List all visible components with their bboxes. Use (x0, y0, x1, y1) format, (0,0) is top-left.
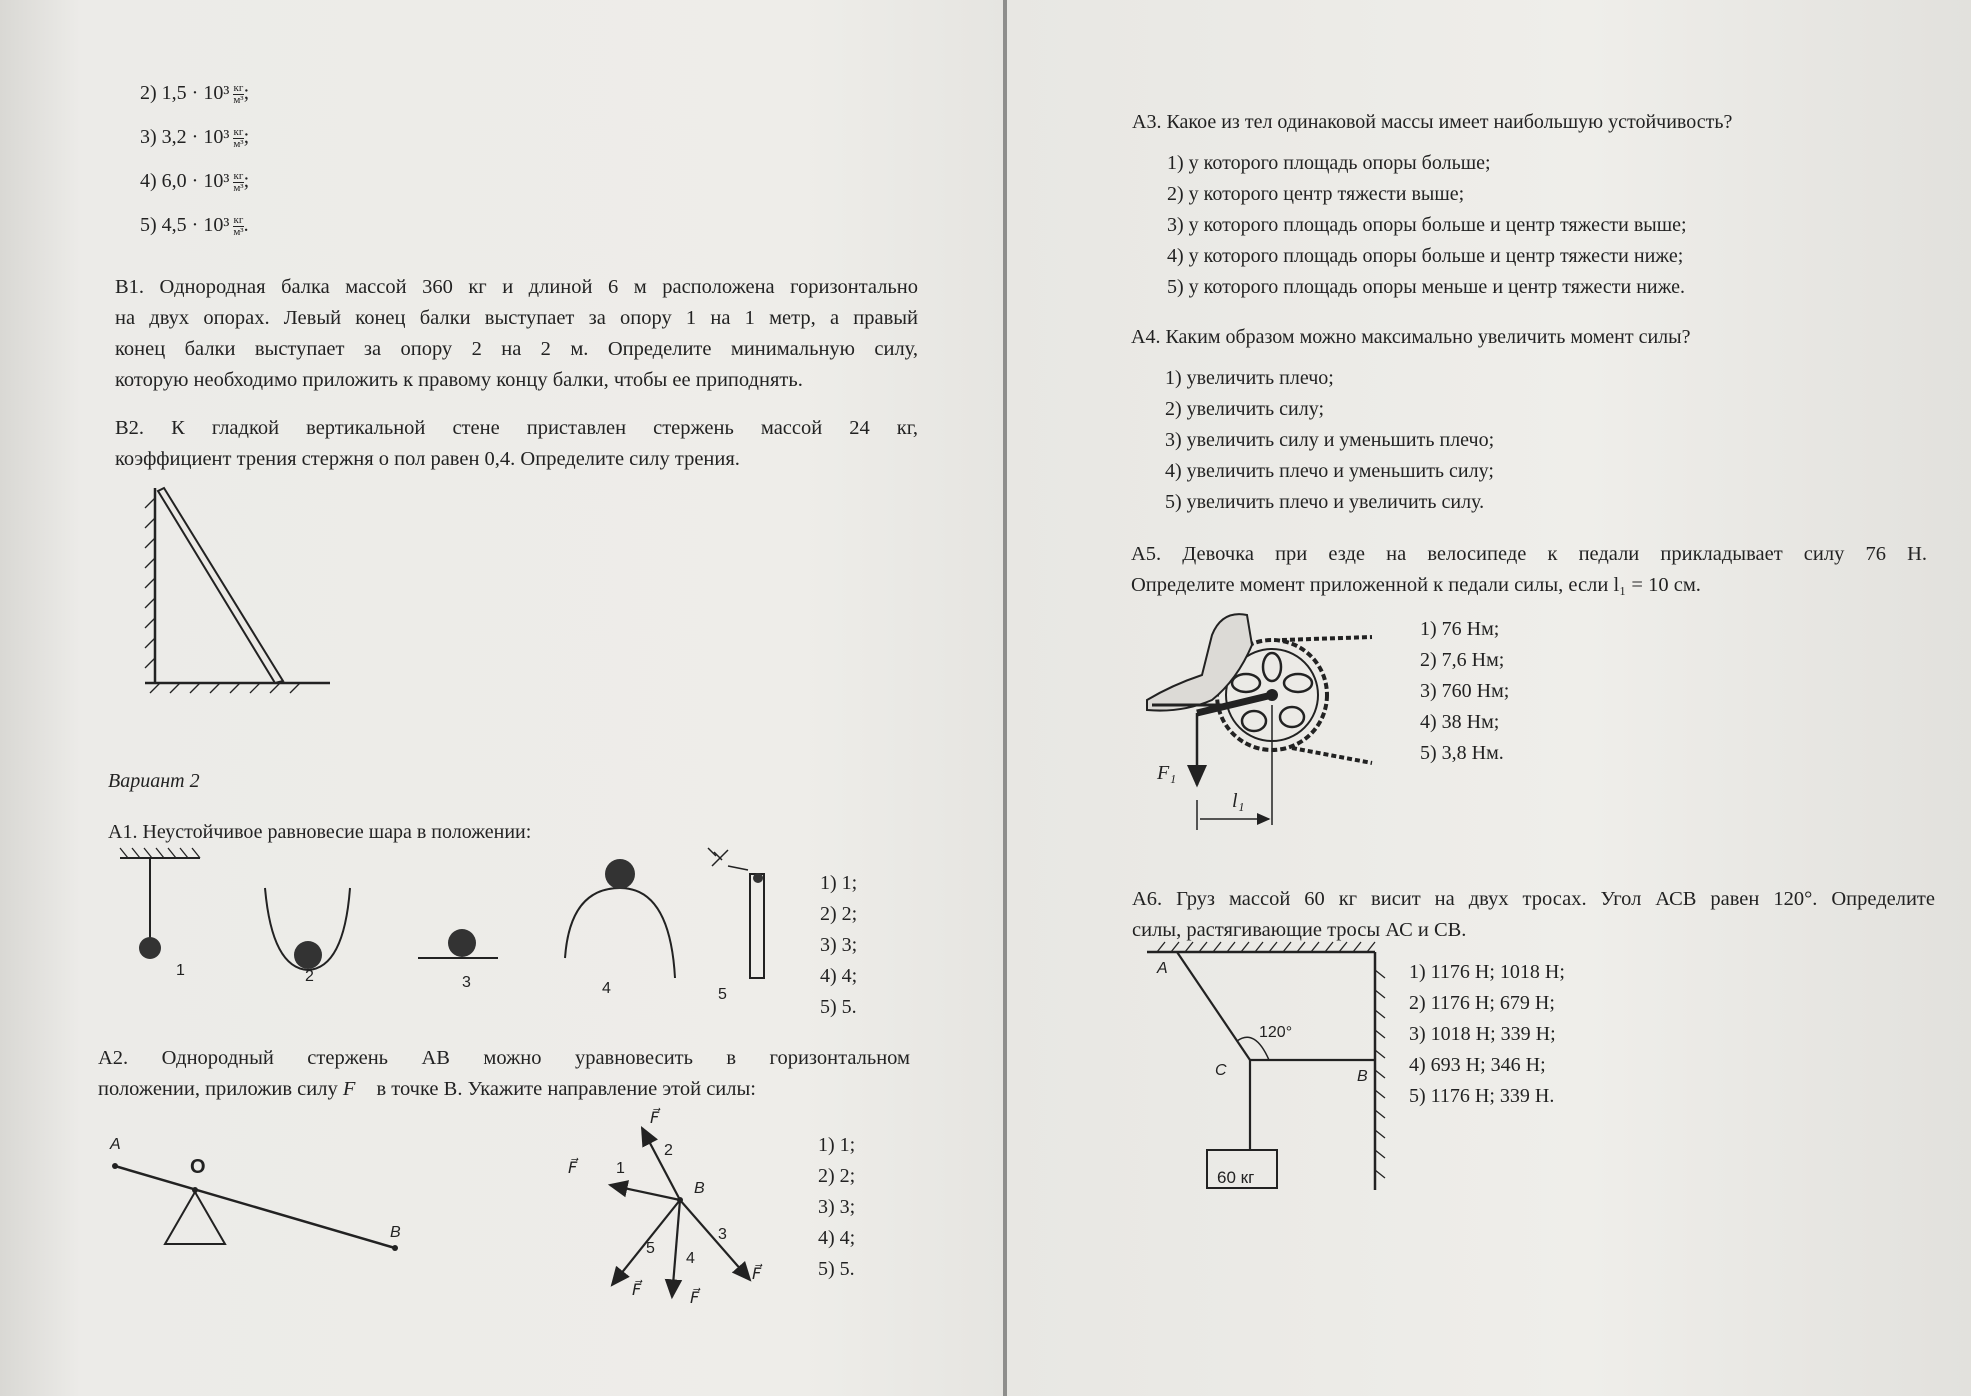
unit-denominator: м³ (233, 137, 244, 150)
question-a3: А3. Какое из тел одинаковой массы имеет наибольшую устойчивость? (1132, 111, 1733, 133)
answer-option: 3) увеличить силу и уменьшить плечо; (1165, 429, 1495, 451)
force-symbol: F⃗ (342, 1078, 372, 1100)
point-a-label: A (1157, 960, 1168, 977)
arrow-number: 2 (664, 1142, 673, 1159)
answer-option: 4) 38 Нм; (1420, 711, 1500, 733)
force-label: F⃗ (650, 1110, 660, 1127)
a6-options (1409, 957, 1565, 1112)
text-line: силы, растягивающие тросы АС и СВ. (1132, 919, 1467, 941)
answer-option: 2) 2; (820, 903, 858, 925)
answer-option: 3) у которого площадь опоры больше и центр тяжести выше; (1167, 214, 1687, 236)
answer-option: 5) 5. (820, 996, 857, 1018)
force-label: F⃗ (568, 1160, 578, 1177)
answer-option: 1) у которого площадь опоры больше; (1167, 152, 1491, 174)
answer-option: 5) у которого площадь опоры меньше и центр тяжести ниже. (1167, 276, 1686, 298)
answer-option: 2) увеличить силу; (1165, 398, 1325, 420)
separator: ; (243, 82, 250, 104)
density-option (140, 78, 249, 109)
angle-label: 120° (1259, 1024, 1293, 1041)
text-line: на двух опорах. Левый конец балки выступает за опору 1 на 1 метр, а правый (115, 307, 918, 329)
text-line: коэффициент трения стержня о пол равен 0,4. Определите силу трения. (115, 448, 740, 470)
point-o-label: O (190, 1156, 206, 1178)
answer-option: 4) у которого площадь опоры больше и центр тяжести ниже; (1167, 245, 1684, 267)
a2-options (818, 1130, 855, 1285)
text-line: которую необходимо приложить к правому концу балки, чтобы ее приподнять. (115, 369, 803, 391)
answer-option: 1) 76 Нм; (1420, 618, 1500, 640)
density-option (140, 210, 249, 241)
answer-option: 4) 4; (818, 1227, 856, 1249)
unit-numerator: кг (233, 125, 244, 138)
question-a1: А1. Неустойчивое равновесие шара в положении: (108, 821, 532, 843)
a4-options (1165, 363, 1494, 518)
question-b1 (115, 272, 918, 396)
point-c-label: C (1215, 1062, 1227, 1079)
unit-fraction (233, 215, 243, 238)
separator: ; (243, 170, 250, 192)
text-line: А2. Однородный стержень АВ можно уравновесить в горизонтальном (98, 1047, 910, 1069)
figure-label: 1 (176, 962, 185, 979)
figure-label: 4 (602, 980, 611, 997)
option-text: 4) 6,0 · 10³ (140, 170, 230, 192)
point-b-label: B (390, 1224, 401, 1241)
a5-options (1420, 614, 1509, 769)
force-label: F⃗ (752, 1266, 762, 1283)
answer-option: 2) 2; (818, 1165, 856, 1187)
text-line: А6. Груз массой 60 кг висит на двух тросах. Угол АСВ равен 120°. Определите (1132, 888, 1935, 910)
right-page (1007, 0, 1971, 1396)
lever-figure (95, 1140, 415, 1260)
unit-numerator: кг (233, 81, 244, 94)
unit-fraction (233, 171, 243, 194)
answer-option: 1) 1; (820, 872, 858, 894)
answer-option: 1) 1; (818, 1134, 856, 1156)
answer-option: 3) 3; (820, 934, 858, 956)
question-a5 (1131, 539, 1927, 601)
question-a6 (1132, 884, 1935, 946)
answer-option: 4) 693 Н; 346 Н; (1409, 1054, 1546, 1076)
point-a-label: A (110, 1136, 121, 1153)
force-arrows-figure (570, 1105, 770, 1305)
answer-option: 2) 1176 Н; 679 Н; (1409, 992, 1555, 1014)
separator: ; (243, 126, 250, 148)
answer-option: 5) 5. (818, 1258, 855, 1280)
ball-equilibrium-figure (100, 848, 800, 998)
text-line: В2. К гладкой вертикальной стене приставлен стержень массой 24 кг, (115, 417, 918, 439)
unit-denominator: м³ (233, 181, 244, 194)
density-option (140, 166, 249, 197)
answer-option: 1) 1176 Н; 1018 Н; (1409, 961, 1565, 983)
unit-numerator: кг (233, 213, 244, 226)
a3-options (1167, 148, 1687, 303)
question-a4: А4. Каким образом можно максимально увеличить момент силы? (1131, 326, 1691, 348)
unit-fraction (233, 127, 243, 150)
question-b2 (115, 413, 918, 475)
text-line: В1. Однородная балка массой 360 кг и длиной 6 м расположена горизонтально (115, 276, 918, 298)
density-option (140, 122, 249, 153)
arrow-number: 4 (686, 1250, 695, 1267)
a1-options (820, 868, 857, 1023)
rod-wall-figure (120, 483, 320, 683)
figure-label: 2 (305, 968, 314, 985)
answer-option: 2) у которого центр тяжести выше; (1167, 183, 1465, 205)
mass-label: 60 кг (1217, 1168, 1255, 1187)
answer-option: 3) 760 Нм; (1420, 680, 1510, 702)
force-label: F₁ (1157, 762, 1177, 784)
text-line (98, 1074, 910, 1105)
answer-option: 5) 1176 Н; 339 Н. (1409, 1085, 1555, 1107)
answer-option: 3) 1018 Н; 339 Н; (1409, 1023, 1556, 1045)
point-b-label: B (1357, 1068, 1368, 1085)
text-part: положении, приложив силу (98, 1078, 338, 1100)
arrow-number: 1 (616, 1160, 625, 1177)
answer-option: 2) 7,6 Нм; (1420, 649, 1505, 671)
arrow-number: 5 (646, 1240, 655, 1257)
text-line: конец балки выступает за опору 2 на 2 м. Определите минимальную силу, (115, 338, 918, 360)
cables-figure (1147, 940, 1387, 1200)
question-a2 (98, 1043, 910, 1105)
figure-label: 5 (718, 986, 727, 1003)
option-text: 2) 1,5 · 10³ (140, 82, 230, 104)
option-text: 3) 3,2 · 10³ (140, 126, 230, 148)
separator: . (243, 214, 249, 236)
answer-option: 5) 3,8 Нм. (1420, 742, 1504, 764)
unit-numerator: кг (233, 169, 244, 182)
unit-fraction (233, 83, 243, 106)
answer-option: 1) увеличить плечо; (1165, 367, 1334, 389)
text-part: в точке В. Укажите направление этой силы: (376, 1078, 756, 1100)
text-line: Определите момент приложенной к педали силы, если l₁ = 10 см. (1131, 574, 1701, 596)
answer-option: 5) увеличить плечо и увеличить силу. (1165, 491, 1485, 513)
answer-option: 4) увеличить плечо и уменьшить силу; (1165, 460, 1494, 482)
force-label: F⃗ (690, 1290, 700, 1307)
point-b-label: B (694, 1180, 705, 1197)
force-label: F⃗ (632, 1282, 642, 1299)
answer-option: 3) 3; (818, 1196, 856, 1218)
unit-denominator: м³ (233, 225, 244, 238)
bicycle-pedal-figure (1142, 605, 1372, 835)
answer-option: 4) 4; (820, 965, 858, 987)
arm-label: l₁ (1232, 790, 1245, 812)
figure-label: 3 (462, 974, 471, 991)
text-line: А5. Девочка при езде на велосипеде к педали прикладывает силу 76 Н. (1131, 543, 1927, 565)
variant-heading: Вариант 2 (108, 770, 200, 792)
option-text: 5) 4,5 · 10³ (140, 214, 230, 236)
unit-denominator: м³ (233, 93, 244, 106)
arrow-number: 3 (718, 1226, 727, 1243)
